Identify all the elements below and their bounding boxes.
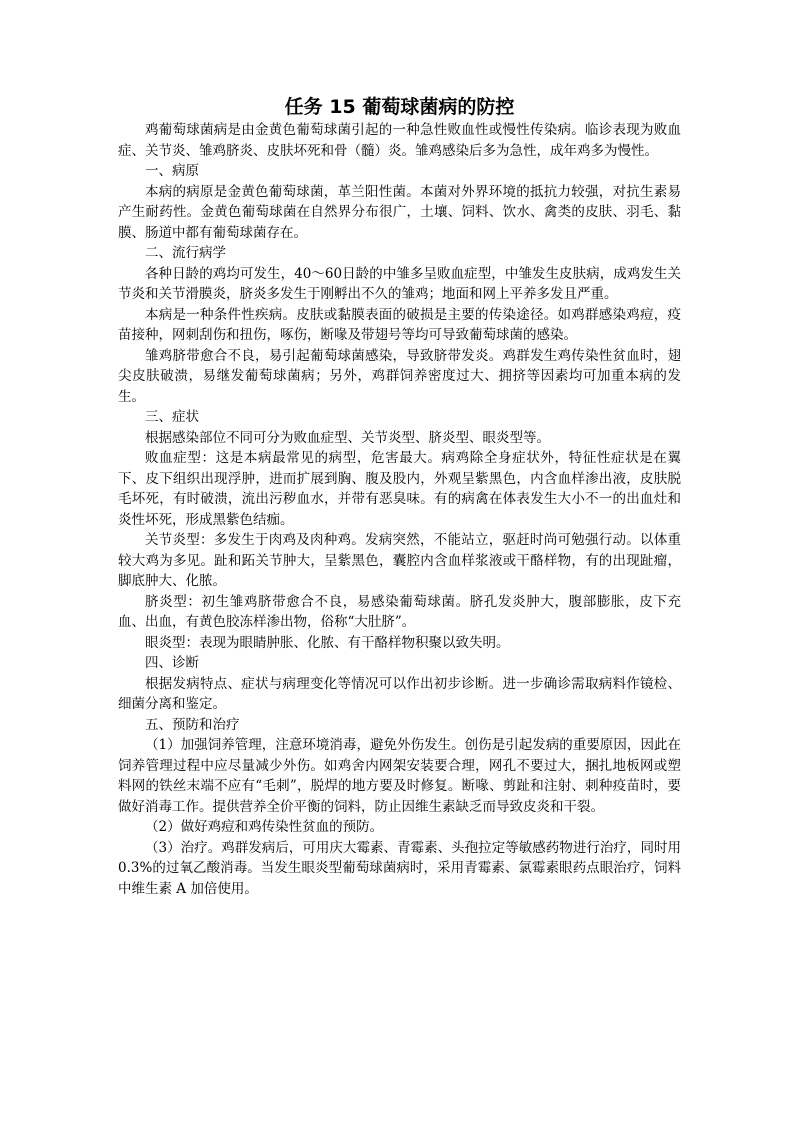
pathogen-paragraph: 本病的病原是金黄色葡萄球菌，革兰阳性菌。本菌对外界环境的抵抗力较强，对抗生素易产生耐药性。金黄色葡萄球菌在自然界分布很广，土壤、饲料、饮水、禽类的皮肤、羽毛、黏膜、肠道中都有葡萄球菌存在。 [118,183,681,241]
diagnosis-paragraph: 根据发病特点、症状与病理变化等情况可以作出初步诊断。进一步确诊需取病料作镜检、细菌分离和鉴定。 [118,675,681,712]
document-title: 任务 15 葡萄球菌病的防控 [284,96,515,118]
symptoms-paragraph-arthritis: 关节炎型：多发生于肉鸡及肉种鸡。发病突然，不能站立，驱赶时尚可勉强行动。以体重较大鸡为多见。趾和跖关节肿大，呈紫黑色，囊腔内含血样浆液或干酪样物，有的出现趾瘤，脚底肿大、化脓。 [118,532,681,589]
section-heading-pathogen: 一、病原 [145,163,199,179]
symptoms-paragraph-1: 根据感染部位不同可分为败血症型、关节炎型、脐炎型、眼炎型等。 [145,429,550,446]
section-heading-symptoms: 三、症状 [145,409,199,425]
section-heading-diagnosis: 四、诊断 [145,655,199,671]
intro-paragraph: 鸡葡萄球菌病是由金黄色葡萄球菌引起的一种急性败血性或慢性传染病。临诊表现为败血症、关节炎、雏鸡脐炎、皮肤坏死和骨（髓）炎。雏鸡感染后多为急性，成年鸡多为慢性。 [118,122,681,159]
section-heading-prevention: 五、预防和治疗 [145,716,240,733]
epidemiology-paragraph-2: 本病是一种条件性疾病。皮肤或黏膜表面的破损是主要的传染途径。如鸡群感染鸡痘，疫苗接种，网刺刮伤和扭伤，啄伤，断喙及带翅号等均可导致葡萄球菌的感染。 [118,306,681,343]
symptoms-paragraph-ophthalmia: 眼炎型：表现为眼睛肿胀、化脓、有干酪样物积聚以致失明。 [145,634,510,651]
symptoms-paragraph-omphalitis: 脐炎型：初生雏鸡脐带愈合不良，易感染葡萄球菌。脐孔发炎肿大，腹部膨胀，皮下充血、出血，有黄色胶冻样渗出物，俗称“大肚脐”。 [118,593,681,630]
symptoms-paragraph-septicemia: 败血症型：这是本病最常见的病型，危害最大。病鸡除全身症状外，特征性症状是在翼下、皮下组织出现浮肿，进而扩展到胸、腹及股内，外观呈紫黑色，内含血样渗出液，皮肤脱毛坏死，有时破溃，流出污秽血水，并带有恶臭味。有的病禽在体表发生大小不一的出血灶和炎性坏死，形成黑紫色结痂。 [118,450,681,528]
section-heading-epidemiology: 二、流行病学 [145,245,226,261]
prevention-item-3: （3）治疗。鸡群发病后，可用庆大霉素、青霉素、头孢拉定等敏感药物进行治疗，同时用 0.3%的过氧乙酸消毒。当发生眼炎型葡萄球菌病时，采用青霉素、氯霉素眼药点眼治疗，饲料中维生素 A 加倍使用。 [118,839,681,897]
epidemiology-paragraph-3: 雏鸡脐带愈合不良，易引起葡萄球菌感染，导致脐带发炎。鸡群发生鸡传染性贫血时，翅尖皮肤破溃，易继发葡萄球菌病；另外，鸡群饲养密度过大、拥挤等因素均可加重本病的发生。 [118,347,681,405]
prevention-item-1: （1）加强饲养管理，注意环境消毒，避免外伤发生。创伤是引起发病的重要原因，因此在饲养管理过程中应尽量减少外伤。如鸡舍内网架安装要合理，网孔不要过大，捆扎地板网或塑料网的铁丝末端不应有“毛刺”，脱焊的地方要及时修复。断喙、剪趾和注射、刺种疫苗时，要做好消毒工作。提供营养全价平衡的饲料，防止因维生素缺乏而导致皮炎和干裂。 [118,737,681,815]
prevention-item-2: （2）做好鸡痘和鸡传染性贫血的预防。 [145,819,384,835]
epidemiology-paragraph-1: 各种日龄的鸡均可发生，40～60日龄的中雏多呈败血症型，中雏发生皮肤病，成鸡发生关节炎和关节滑膜炎，脐炎多发生于刚孵出不久的雏鸡；地面和网上平养多发且严重。 [118,265,681,302]
